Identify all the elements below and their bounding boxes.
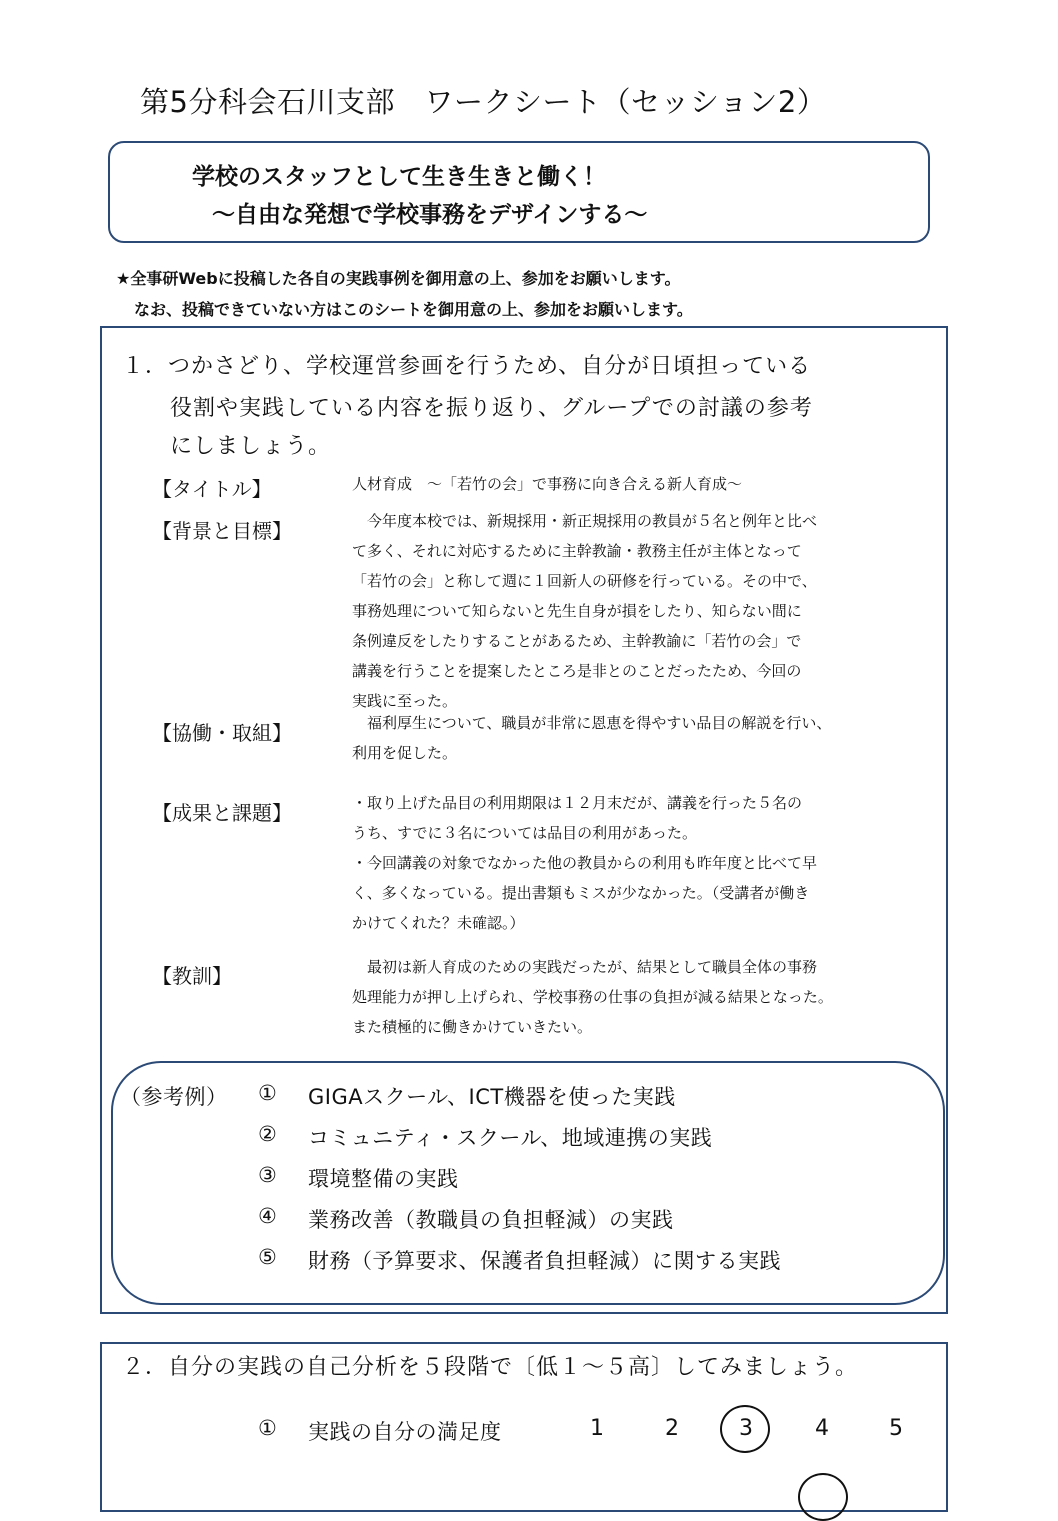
worksheet-title: 第5分科会石川支部 ワークシート（セッション2） (140, 85, 827, 119)
reference-item-num: ① (258, 1081, 278, 1105)
reference-label: （参考例） (120, 1085, 228, 1109)
field-label-title: 【タイトル】 (152, 477, 272, 501)
section-1-question-cont: 役割や実践している内容を振り返り、グループでの討議の参考 (170, 396, 813, 421)
rating-option-5[interactable]: 5 (889, 1416, 903, 1441)
reference-item: コミュニティ・スクール、地域連携の実践 (308, 1126, 713, 1150)
theme-subtitle: ～自由な発想で学校事務をデザインする～ (212, 202, 648, 228)
reference-item: 業務改善（教職員の負担軽減）の実践 (308, 1208, 674, 1232)
field-content-background: 今年度本校では、新規採用・新正規採用の教員が５名と例年と比べ て多く、それに対応するために主幹教諭・教務主任が主体となって 「若竹の会」と称して週に１回新人の研修を行っている。その中で、 事務処理について知らないと先生自身が損をしたり、知らない間に 条例違反をしたりすることがあるため、主幹教諭に「若竹の会」で 講義を行うことを提案したところ是非とのことだったため、今回の 実践に至った。 (352, 512, 818, 710)
field-label-results: 【成果と課題】 (152, 801, 292, 825)
rating-circle-mark (798, 1473, 848, 1521)
section-1-question: １．つかさどり、学校運営参画を行うため、自分が日頃担っている (122, 354, 812, 379)
rating-option-4[interactable]: 4 (815, 1416, 829, 1441)
field-content-lessons: 最初は新人育成のための実践だったが、結果として職員全体の事務 処理能力が押し上げられ、学校事務の仕事の負担が減る結果となった。 また積極的に働きかけていきたい。 (352, 958, 833, 1036)
field-label-background: 【背景と目標】 (152, 519, 292, 543)
rating-option-2[interactable]: 2 (665, 1416, 679, 1441)
field-label-collaboration: 【協働・取組】 (152, 721, 292, 745)
section-1-question-cont: にしましょう。 (170, 434, 332, 459)
reference-item: 環境整備の実践 (308, 1167, 459, 1191)
field-label-lessons: 【教訓】 (152, 964, 232, 988)
rating-option-3[interactable]: 3 (739, 1416, 753, 1441)
reference-item-num: ② (258, 1122, 278, 1146)
reference-item: GIGAスクール、ICT機器を使った実践 (308, 1085, 676, 1109)
rating-item-num: ① (258, 1416, 278, 1440)
notice-line-2: なお、投稿できていない方はこのシートを御用意の上、参加をお願いします。 (134, 300, 693, 319)
theme-title: 学校のスタッフとして生き生きと働く！ (192, 164, 606, 190)
field-content-collaboration: 福利厚生について、職員が非常に恩恵を得やすい品目の解説を行い、 利用を促した。 (352, 714, 832, 762)
reference-item-num: ④ (258, 1204, 278, 1228)
notice-line-1: ★全事研Webに投稿した各自の実践事例を御用意の上、参加をお願いします。 (116, 269, 681, 288)
reference-item-num: ③ (258, 1163, 278, 1187)
field-content-results: ・取り上げた品目の利用期限は１２月末だが、講義を行った５名の うち、すでに３名については品目の利用があった。 ・今回講義の対象でなかった他の教員からの利用も昨年度と比べて早 く、多くなっている。提出書類もミスが少なかった。（受講者が働き かけてくれた？未確認。） (352, 794, 818, 932)
rating-item-label: 実践の自分の満足度 (308, 1420, 502, 1444)
selected-rating-circle (720, 1405, 770, 1453)
rating-option-1[interactable]: 1 (590, 1416, 604, 1441)
reference-item-num: ⑤ (258, 1245, 278, 1269)
field-content-title: 人材育成 ～「若竹の会」で事務に向き合える新人育成～ (352, 475, 743, 493)
section-2-question: ２．自分の実践の自己分析を５段階で〔低１～５高〕してみましょう。 (122, 1355, 859, 1380)
reference-item: 財務（予算要求、保護者負担軽減）に関する実践 (308, 1249, 781, 1273)
